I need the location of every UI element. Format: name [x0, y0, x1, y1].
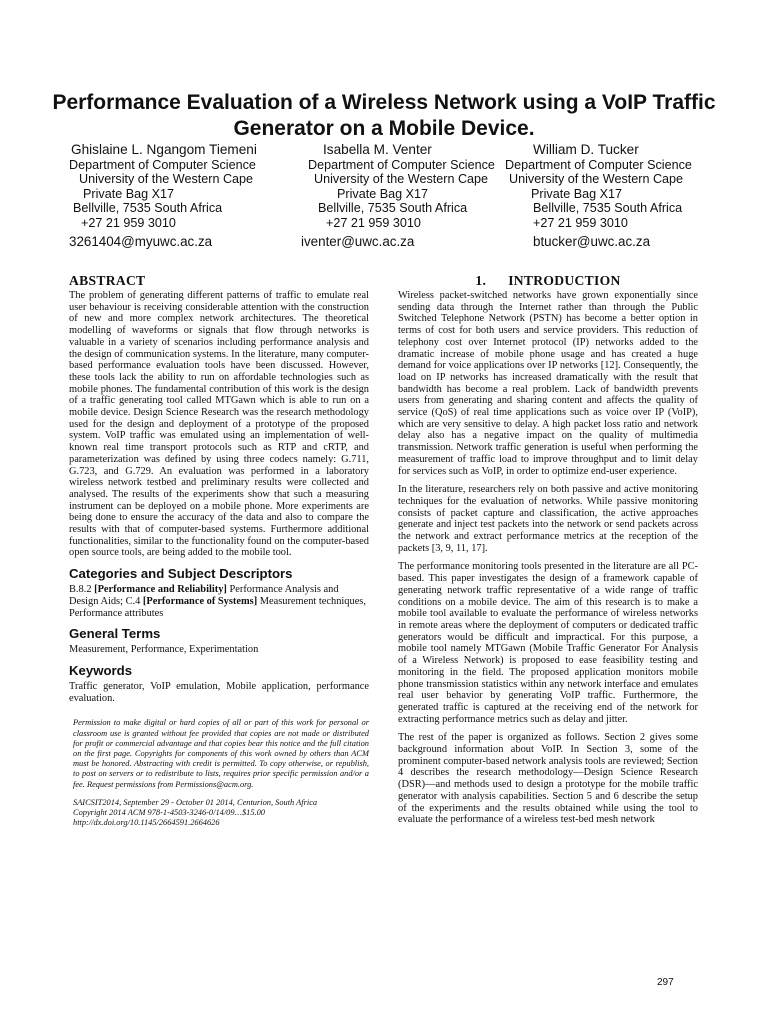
section-number: 1. — [475, 273, 487, 288]
author-email: iventer@uwc.ac.za — [301, 234, 415, 250]
categories-text — [69, 584, 369, 619]
intro-paragraph: In the literature, researchers rely on both passive and active monitoring techniques for the evaluation of networks. While passive monitoring consists of packet capture and classification, the active approaches generate and inject test packets into the network or send packets across the network and extract performance metrics at the reception of the packets [3, 9, 11, 17]. — [398, 484, 698, 554]
author-university: University of the Western Cape — [509, 172, 684, 187]
category-text: Measurement techniques, Performance attributes — [69, 595, 366, 619]
permission-notice — [69, 718, 369, 828]
author-address: Private Bag X17 — [531, 186, 623, 201]
author-phone: +27 21 959 3010 — [326, 215, 421, 230]
general-terms-text: Measurement, Performance, Experimentation — [69, 644, 259, 656]
abstract-text: The problem of generating different patterns of traffic to emulate real user behaviour is receiving considerable attention with the construction of new and more complex network architectures. The theoretical modelling of waveforms or signals that flow through networks is valuable in a variety of scenarios including performance analysis and the design of communication systems. In the literature, many computer-based performance evaluation tools have been discussed. However, these tools lack the ability to run on affordable technologies such as mobile phones. The fundamental contribution of this work is the design of a traffic generating tool called MTGawn which is able to run on a mobile device. Design Science Research was the research methodology used for the design and deployment of a prototype of the proposed system. VoIP traffic was emulated using an implementation of well-known real time transport protocols such as RTP and cRTP, and parameterization was defined by using three codecs namely: G.711, G.723, and G.729. An evaluation was performed in a laboratory wireless network testbed and preliminary results were collected and analysed. The results of the experiments show that such a measuring instrument can be deployed on a mobile phone. More experiments are being done to ensure the accuracy of the data and also to compare the results with that of computer-based systems. Furthermore additional functionalities, similar to the functionality found on the computer-based open source tools, are being added to the mobile tool. — [69, 290, 369, 559]
categories-heading: Categories and Subject Descriptors — [69, 566, 293, 582]
author-name: Ghislaine L. Ngangom Tiemeni — [71, 142, 257, 157]
right-column — [398, 273, 698, 833]
keywords-heading: Keywords — [69, 662, 133, 678]
permission-text: Permission to make digital or hard copies of all or part of this work for personal or classroom use is granted without fee provided that copies are not made or distributed for profit or commercial advantage and that copies bear this notice and the full citation on the first page. Copyrights for components of this work owned by others than ACM must be honored. Abstracting with credit is permitted. To copy otherwise, or republish, to post on servers or to redistribute to lists, requires prior specific permission and/or a fee. Request permissions from Permissions@acm.org. — [73, 718, 369, 789]
author-address: Private Bag X17 — [83, 186, 175, 201]
general-terms-heading: General Terms — [69, 626, 161, 642]
author-phone: +27 21 959 3010 — [533, 215, 628, 230]
abstract-heading: ABSTRACT — [69, 273, 146, 288]
paper-title: Performance Evaluation of a Wireless Network using a VoIP Traffic Generator on a Mobile Device. — [52, 91, 716, 140]
page-number: 297 — [657, 977, 674, 988]
author-email: 3261404@myuwc.ac.za — [69, 234, 213, 250]
doi-line: http://dx.doi.org/10.1145/2664591.2664626 — [73, 818, 220, 828]
author-department: Department of Computer Science — [308, 158, 495, 172]
category-name: [Performance and Reliability] — [94, 584, 227, 596]
author-city: Bellville, 7535 South Africa — [73, 201, 223, 216]
author-block-1 — [69, 142, 257, 250]
author-email: btucker@uwc.ac.za — [533, 234, 651, 250]
author-university: University of the Western Cape — [79, 172, 254, 187]
intro-paragraph: The rest of the paper is organized as follows. Section 2 gives some background information about VoIP. In Section 3, some of the prominent computer-based network analysis tools are reviewed; Section 4 describes the research methodology—Design Science Research (DSR)—and methods used to design a prototype for the mobile traffic generator with analysis capabilities. Section 5 and 6 describe the setup of the experiments and the results obtained while using the tool to evaluate the performance of a wireless test-bed mesh network — [398, 732, 698, 826]
author-name: William D. Tucker — [533, 142, 639, 157]
intro-paragraph: The performance monitoring tools presented in the literature are all PC-based. This paper investigates the design of a framework capable of generating network traffic representative of a wide range of traffic conditions on a mobile device. The aim of this research is to make a mobile tool available to evaluate the performance of wireless networks in remote areas where the deployment of computers or dedicated traffic generators would be difficult and impractical. For this purpose, a mobile tool namely MTGawn (Mobile Traffic Generator For Analysis of a Wireless Network) is proposed to ease feasibility testing and monitoring in the field. The proposed application monitors mobile phone transmission statistics within any network interface and emulates real user behavior by generating VoIP traffic. Furthermore, the generated traffic is captured at the receiving end of the network for extracting performance metrics such as delay and jitter. — [398, 561, 698, 725]
copyright-line: Copyright 2014 ACM 978-1-4503-3246-0/14/09…$15.00 — [73, 808, 265, 818]
author-city: Bellville, 7535 South Africa — [318, 201, 468, 216]
keywords-text: Traffic generator, VoIP emulation, Mobile application, performance evaluation. — [69, 680, 369, 704]
conference-line: SAICSIT2014, September 29 - October 01 2014, Centurion, South Africa — [73, 797, 318, 807]
author-address: Private Bag X17 — [337, 186, 429, 201]
section-title: INTRODUCTION — [508, 273, 621, 288]
left-column — [69, 273, 369, 828]
author-department: Department of Computer Science — [69, 158, 256, 172]
intro-paragraph: Wireless packet-switched networks have grown exponentially since sending data through the Internet rather than through the Public Switched Telephone Network (PSTN) has become a better option in terms of cost for both users and service providers. This reduction of telephony cost over Internet protocol (IP) networks added to the dramatic increase of mobile phone usage and has created a huge demand for voice applications over IP networks [12]. Consequently, the load on IP networks has increased dramatically with the result that bandwidth has become a real problem. Lack of bandwidth prevents users from generating and sharing content and affects the quality of service (QoS) of real time applications such as voice over IP (VoIP), which are very sensitive to delay. A high packet loss ratio and network delay also has a negative impact on the quality of multimedia transmission. Network traffic generation is useful when performing the measurement of traffic load to improve throughput and to limit delay for services such as VoIP, in order to optimize end-user experience. — [398, 290, 698, 477]
author-university: University of the Western Cape — [314, 172, 489, 187]
author-city: Bellville, 7535 South Africa — [533, 201, 683, 216]
author-department: Department of Computer Science — [505, 158, 692, 172]
author-phone: +27 21 959 3010 — [81, 215, 176, 230]
author-block-2 — [301, 142, 495, 250]
category-code: B.8.2 — [69, 584, 95, 596]
author-block-3 — [505, 142, 692, 250]
introduction-heading — [398, 273, 698, 289]
category-name: [Performance of Systems] — [142, 595, 258, 607]
author-name: Isabella M. Venter — [323, 142, 432, 157]
category-text: Performance Analysis and Design Aids; C.4 — [69, 584, 339, 607]
